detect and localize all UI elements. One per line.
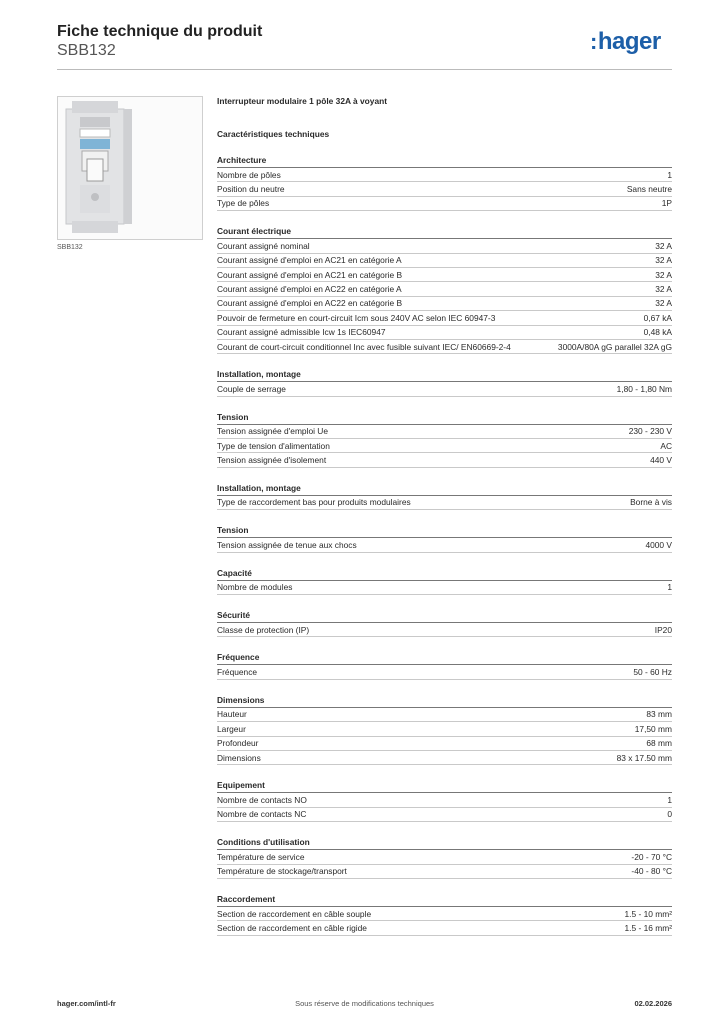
spec-value: 1	[667, 169, 672, 180]
spec-group-title: Fréquence	[217, 651, 672, 665]
spec-label: Classe de protection (IP)	[217, 624, 310, 635]
spec-group-title: Installation, montage	[217, 482, 672, 496]
spec-value: 32 A	[655, 298, 672, 309]
spec-value: 3000A/80A gG parallel 32A gG	[557, 341, 672, 352]
spec-value: 440 V	[650, 455, 672, 466]
spec-label: Tension assignée d'emploi Ue	[217, 426, 329, 437]
footer-date: 02.02.2026	[634, 999, 672, 1008]
spec-group-title: Tension	[217, 411, 672, 425]
spec-label: Type de raccordement bas pour produits modulaires	[217, 497, 411, 508]
spec-value: 83 mm	[646, 709, 672, 720]
spec-group	[217, 482, 672, 510]
spec-row	[217, 382, 672, 396]
spec-value: 0,48 kA	[643, 327, 672, 338]
spec-value: 1P	[661, 198, 672, 209]
spec-label: Courant assigné admissible Icw 1s IEC60947	[217, 327, 386, 338]
spec-row	[217, 737, 672, 751]
hager-logo: :hager	[590, 28, 661, 55]
spec-group-title: Raccordement	[217, 893, 672, 907]
spec-value: 1.5 - 16 mm²	[624, 922, 672, 933]
spec-value: 32 A	[655, 269, 672, 280]
spec-row	[217, 239, 672, 253]
spec-label: Courant assigné d'emploi en AC22 en catégorie B	[217, 298, 403, 309]
spec-row	[217, 538, 672, 552]
spec-label: Dimensions	[217, 752, 261, 763]
spec-group	[217, 836, 672, 879]
spec-row	[217, 751, 672, 765]
spec-value: Sans neutre	[626, 183, 672, 194]
spec-row	[217, 311, 672, 325]
logo-text: hager	[597, 28, 661, 55]
page-header	[57, 22, 262, 60]
spec-row	[217, 921, 672, 935]
footer-notice: Sous réserve de modifications techniques	[295, 999, 434, 1008]
spec-group-title: Tension	[217, 524, 672, 538]
spec-group	[217, 411, 672, 468]
spec-label: Nombre de contacts NO	[217, 794, 307, 805]
spec-group	[217, 779, 672, 822]
spec-label: Hauteur	[217, 709, 247, 720]
spec-label: Nombre de pôles	[217, 169, 281, 180]
spec-row	[217, 439, 672, 453]
spec-row	[217, 425, 672, 439]
spec-group	[217, 893, 672, 936]
spec-row	[217, 793, 672, 807]
spec-row	[217, 254, 672, 268]
spec-value: Borne à vis	[630, 497, 672, 508]
spec-row	[217, 268, 672, 282]
spec-value: 0	[667, 809, 672, 820]
spec-value: 50 - 60 Hz	[633, 667, 672, 678]
spec-group	[217, 651, 672, 679]
spec-label: Largeur	[217, 723, 246, 734]
spec-value: 32 A	[655, 240, 672, 251]
spec-label: Tension assignée d'isolement	[217, 455, 327, 466]
spec-value: 68 mm	[646, 738, 672, 749]
spec-value: 17,50 mm	[634, 723, 672, 734]
specifications	[217, 95, 672, 950]
spec-group-title: Conditions d'utilisation	[217, 836, 672, 850]
spec-value: 1,80 - 1,80 Nm	[616, 383, 672, 394]
spec-value: 1	[667, 794, 672, 805]
spec-row	[217, 182, 672, 196]
spec-row	[217, 581, 672, 595]
spec-row	[217, 282, 672, 296]
product-description: Interrupteur modulaire 1 pôle 32A à voyant	[217, 96, 388, 106]
spec-group-title: Sécurité	[217, 609, 672, 623]
spec-label: Pouvoir de fermeture en court-circuit Icm sous 240V AC selon IEC 60947-3	[217, 312, 496, 323]
spec-row	[217, 326, 672, 340]
spec-row	[217, 850, 672, 864]
spec-value: AC	[660, 440, 672, 451]
spec-group-title: Architecture	[217, 154, 672, 168]
spec-value: 230 - 230 V	[628, 426, 672, 437]
spec-label: Température de stockage/transport	[217, 866, 347, 877]
header-divider	[57, 69, 672, 70]
spec-group	[217, 225, 672, 354]
spec-group	[217, 609, 672, 637]
spec-value: -40 - 80 °C	[631, 866, 672, 877]
image-caption: SBB132	[57, 244, 83, 251]
spec-label: Position du neutre	[217, 183, 285, 194]
product-reference: SBB132	[57, 42, 116, 59]
spec-value: 32 A	[655, 255, 672, 266]
spec-row	[217, 907, 672, 921]
spec-label: Nombre de contacts NC	[217, 809, 307, 820]
spec-label: Section de raccordement en câble souple	[217, 908, 372, 919]
spec-group-title: Dimensions	[217, 694, 672, 708]
spec-row	[217, 168, 672, 182]
spec-value: IP20	[654, 624, 672, 635]
spec-label: Fréquence	[217, 667, 258, 678]
spec-row	[217, 665, 672, 679]
spec-row	[217, 623, 672, 637]
spec-value: 32 A	[655, 283, 672, 294]
spec-value: 1	[667, 582, 672, 593]
spec-value: 4000 V	[645, 539, 672, 550]
spec-value: -20 - 70 °C	[631, 851, 672, 862]
document-title: Fiche technique du produit	[57, 23, 263, 40]
spec-label: Courant assigné d'emploi en AC22 en catégorie A	[217, 283, 402, 294]
spec-label: Tension assignée de tenue aux chocs	[217, 539, 357, 550]
section-heading: Caractéristiques techniques	[217, 129, 330, 139]
spec-value: 1.5 - 10 mm²	[624, 908, 672, 919]
footer-website-link[interactable]: hager.com/intl-fr	[57, 999, 116, 1008]
spec-label: Couple de serrage	[217, 383, 286, 394]
spec-value: 83 x 17.50 mm	[616, 752, 672, 763]
spec-label: Courant assigné nominal	[217, 240, 310, 251]
spec-group	[217, 524, 672, 552]
spec-label: Courant de court-circuit conditionnel Inc avec fusible suivant IEC/ EN60669-2-4	[217, 341, 511, 352]
spec-group-title: Installation, montage	[217, 368, 672, 382]
spec-label: Profondeur	[217, 738, 259, 749]
spec-row	[217, 340, 672, 354]
spec-label: Section de raccordement en câble rigide	[217, 922, 367, 933]
spec-row	[217, 297, 672, 311]
spec-row	[217, 453, 672, 467]
spec-group	[217, 154, 672, 211]
spec-group-title: Equipement	[217, 779, 672, 793]
spec-label: Nombre de modules	[217, 582, 293, 593]
spec-row	[217, 197, 672, 211]
spec-label: Courant assigné d'emploi en AC21 en catégorie B	[217, 269, 403, 280]
spec-groups	[217, 154, 672, 936]
spec-group-title: Capacité	[217, 567, 672, 581]
spec-group	[217, 694, 672, 766]
spec-row	[217, 808, 672, 822]
spec-row	[217, 722, 672, 736]
spec-row	[217, 708, 672, 722]
spec-row	[217, 865, 672, 879]
spec-label: Type de pôles	[217, 198, 270, 209]
spec-label: Courant assigné d'emploi en AC21 en catégorie A	[217, 255, 402, 266]
spec-label: Température de service	[217, 851, 305, 862]
spec-group	[217, 567, 672, 595]
product-image	[57, 96, 203, 240]
spec-label: Type de tension d'alimentation	[217, 440, 330, 451]
spec-row	[217, 496, 672, 510]
spec-group-title: Courant électrique	[217, 225, 672, 239]
spec-value: 0,67 kA	[643, 312, 672, 323]
spec-group	[217, 368, 672, 396]
